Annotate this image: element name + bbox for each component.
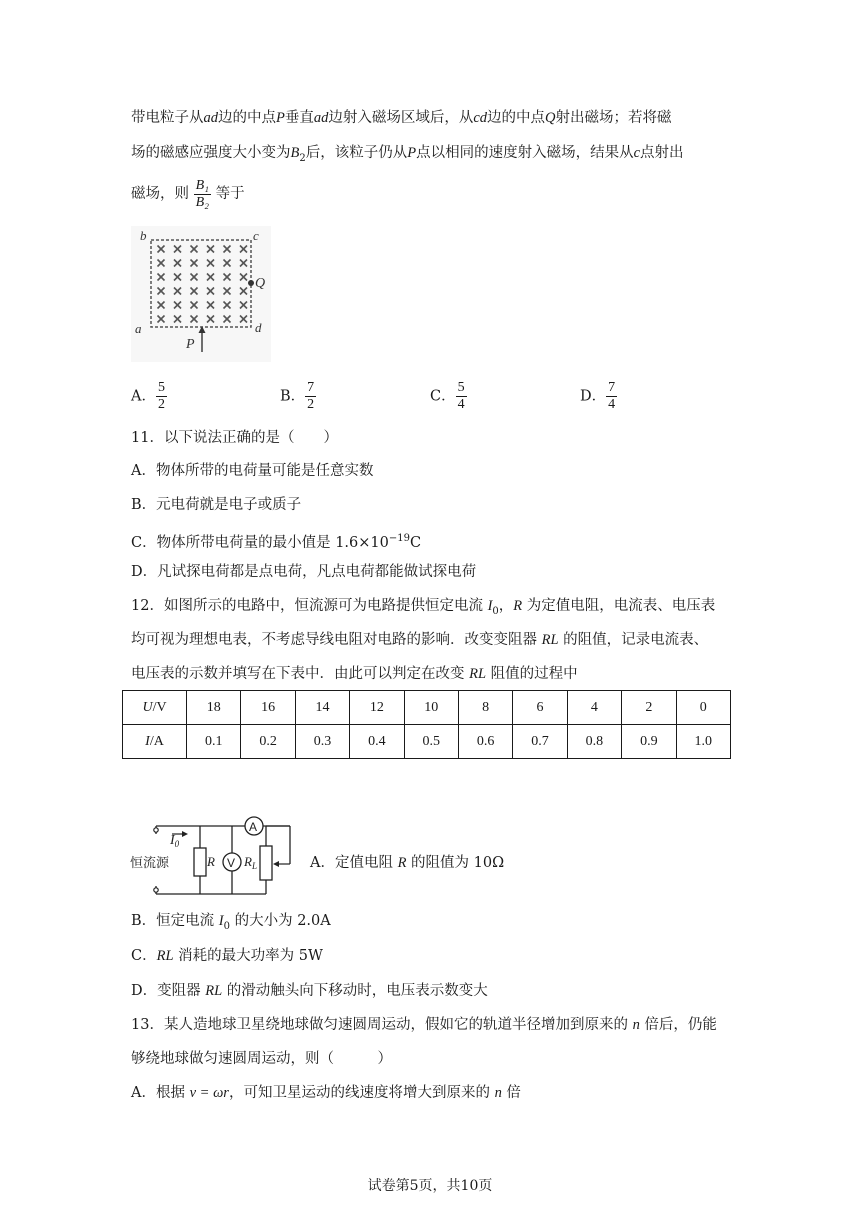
q10-stem-line-3: 磁场，则 $\frac{\text{B₁}}{\text{B₂}}$ 等于 (131, 177, 245, 210)
table-cell: 14 (295, 691, 349, 725)
constant-current-source-label: 恒流源 (130, 856, 170, 871)
table-cell: 0.1 (187, 725, 241, 759)
circuit-diagram (128, 810, 306, 902)
table-cell: 18 (187, 691, 241, 725)
circuit-i0-label: $I_0$ (170, 833, 180, 849)
q12-stem-line-2: 均可视为理想电表，不考虑导线电阻对电路的影响．改变变阻器 RL 的阻值，记录电流表、 (131, 632, 709, 648)
ammeter-icon: A (249, 820, 258, 834)
q11-option-a[interactable]: A．物体所带的电荷量可能是任意实数 (131, 463, 374, 479)
corner-c-label: c (253, 228, 259, 243)
table-row-current (123, 725, 731, 759)
q11-stem: 11．以下说法正确的是（ ） (131, 430, 338, 446)
q10-option-b[interactable]: B． $\frac{7}{2}$ (280, 380, 315, 412)
table-header-i: I/A (123, 725, 187, 759)
circuit-r-label: R (207, 854, 215, 869)
q12-option-c[interactable]: C．RL 消耗的最大功率为 5W (131, 948, 323, 964)
corner-b-label: b (140, 228, 147, 243)
q11-option-b[interactable]: B．元电荷就是电子或质子 (131, 497, 302, 513)
table-cell: 2 (622, 691, 676, 725)
table-cell: 0.8 (567, 725, 621, 759)
table-cell: 12 (350, 691, 404, 725)
q10-stem-line-2: 场的磁感应强度大小变为$B_2$后，该粒子仍从P点以相同的速度射入磁场，结果从c点射出 (131, 145, 684, 164)
q13-stem-line-2: 够绕地球做匀速圆周运动，则（ ） (131, 1051, 392, 1067)
q12-stem-line-3: 电压表的示数并填写在下表中．由此可以判定在改变 RL 阻值的过程中 (131, 666, 578, 682)
table-cell: 0.7 (513, 725, 567, 759)
q10-stem-line-1: 带电粒子从ad边的中点P垂直ad边射入磁场区域后，从cd边的中点Q射出磁场；若将磁 (131, 110, 672, 126)
q12-option-d[interactable]: D．变阻器 RL 的滑动触头向下移动时，电压表示数变大 (131, 983, 488, 999)
table-cell: 16 (241, 691, 295, 725)
b1-over-b2-fraction: $\frac{\text{B₁}}{\text{B₂}}$ (195, 177, 210, 210)
q13-option-a[interactable]: A．根据 v = ωr，可知卫星运动的线速度将增大到原来的 n 倍 (131, 1085, 521, 1101)
voltmeter-icon: V (227, 856, 236, 870)
table-cell: 0.2 (241, 725, 295, 759)
q10-option-d[interactable]: D． $\frac{7}{4}$ (580, 380, 616, 412)
table-cell: 0.4 (350, 725, 404, 759)
voltage-current-table (122, 690, 731, 759)
q11-option-c[interactable]: C．物体所带电荷量的最小值是 $1.6\times 10^{-19}C$ (131, 533, 422, 551)
q12-option-a[interactable]: A．定值电阻 R 的阻值为 10Ω (310, 855, 505, 871)
q12-option-b[interactable]: B．恒定电流 $I_0$ 的大小为 2.0A (131, 913, 331, 932)
page-footer: 试卷第5页，共10页 (367, 1178, 493, 1194)
table-cell: 0.6 (458, 725, 512, 759)
q11-option-d[interactable]: D．凡试探电荷都是点电荷，凡点电荷都能做试探电荷 (131, 564, 477, 580)
table-cell: 10 (404, 691, 458, 725)
q13-stem-line-1: 13．某人造地球卫星绕地球做匀速圆周运动，假如它的轨道半径增加到原来的 n 倍后，仍能 (131, 1017, 717, 1033)
table-cell: 8 (458, 691, 512, 725)
q10-option-c[interactable]: C． $\frac{5}{4}$ (430, 380, 465, 412)
circuit-rl-label: $R_L$ (244, 854, 257, 871)
point-q-label: Q (255, 276, 266, 291)
magnetic-field-figure (131, 226, 271, 362)
table-cell: 0.5 (404, 725, 458, 759)
table-cell: 6 (513, 691, 567, 725)
table-cell: 0 (676, 691, 730, 725)
q10-option-a[interactable]: A． $\frac{5}{2}$ (131, 380, 165, 412)
table-row-voltage (123, 691, 731, 725)
table-cell: 4 (567, 691, 621, 725)
table-cell: 0.9 (622, 725, 676, 759)
table-cell: 1.0 (676, 725, 730, 759)
corner-d-label: d (255, 320, 262, 335)
table-cell: 0.3 (295, 725, 349, 759)
q12-stem-line-1: 12．如图所示的电路中，恒流源可为电路提供恒定电流 $I_0$，R 为定值电阻，电流表、电压表 (131, 598, 716, 617)
table-header-u: U/V (123, 691, 187, 725)
point-p-label: P (186, 337, 195, 352)
corner-a-label: a (135, 321, 142, 336)
